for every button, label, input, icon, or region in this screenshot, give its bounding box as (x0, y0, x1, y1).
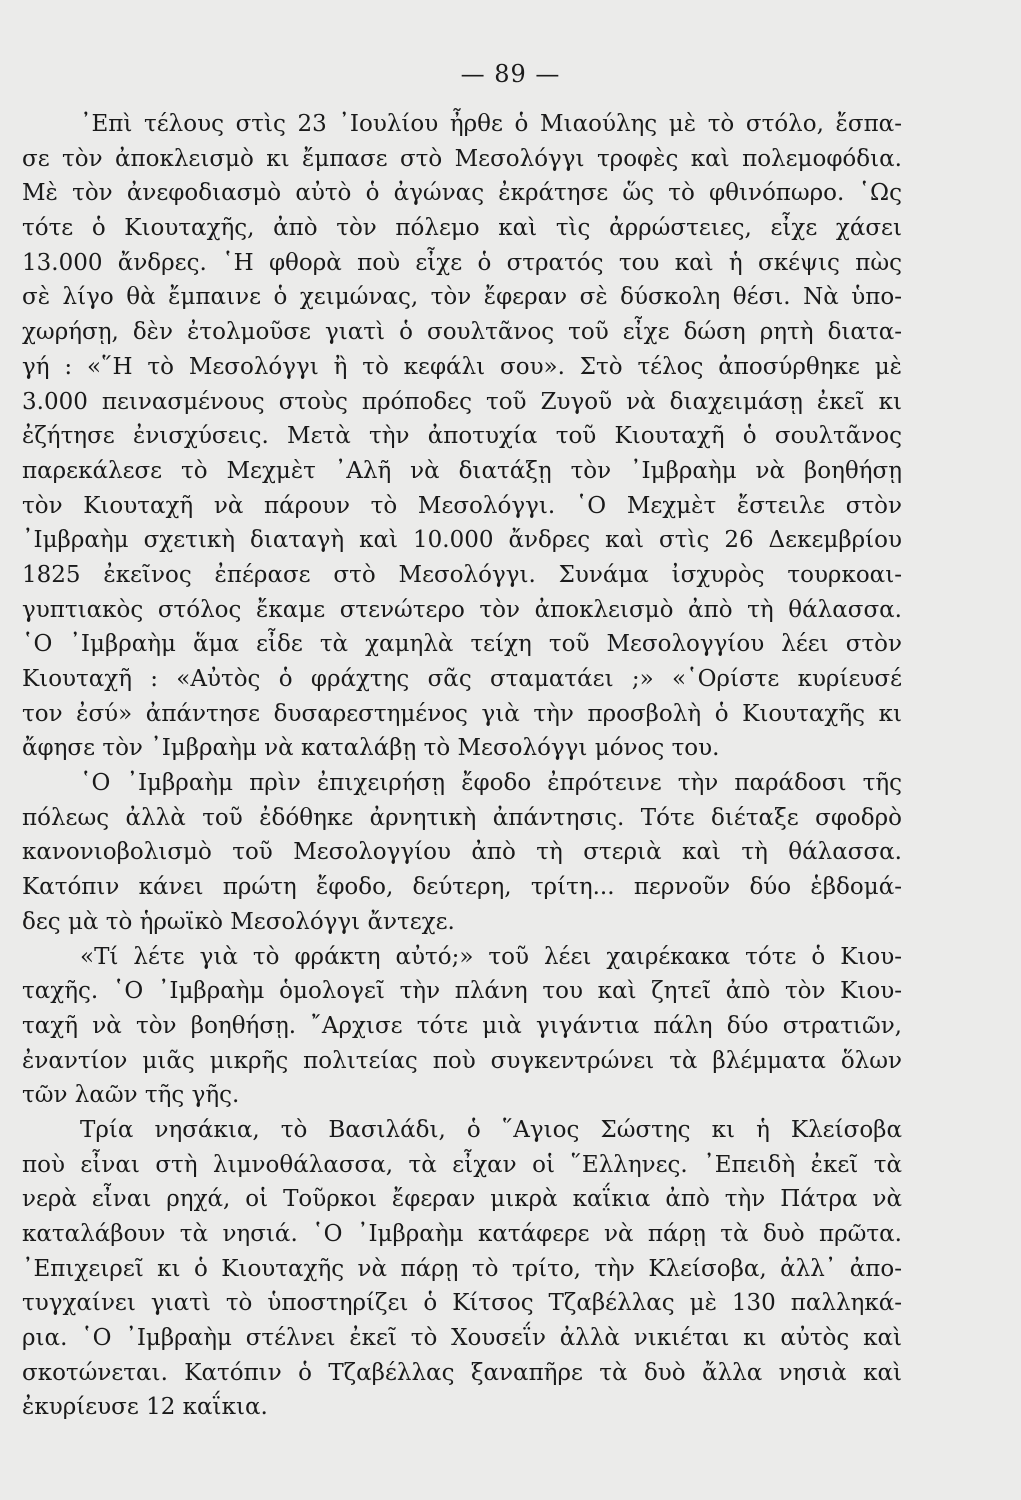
text-line: τῶν λαῶν τῆς γῆς. (22, 1082, 240, 1109)
text-line: ᾽Επιχειρεῖ κι ὁ Κιουταχῆς νὰ πάρῃ τὸ τρίτο, τὴν Κλείσοβα, ἀλλ᾽ ἀπο- (22, 1255, 902, 1282)
text-line: ἐζήτησε ἐνισχύσεις. Μετὰ τὴν ἀποτυχία τοῦ Κιουταχῆ ὁ σουλτᾶνος (22, 423, 902, 450)
text-line: γυπτιακὸς στόλος ἔκαμε στενώτερο τὸν ἀποκλεισμὸ ἀπὸ τὴ θάλασσα. (22, 596, 902, 623)
text-line: δες μὰ τὸ ἡρωϊκὸ Μεσολόγγι ἄντεχε. (22, 908, 455, 935)
text-line: τότε ὁ Κιουταχῆς, ἀπὸ τὸν πόλεμο καὶ τὶς ἀρρώστειες, εἶχε χάσει (22, 215, 902, 242)
text-line: ἐναντίον μιᾶς μικρῆς πολιτείας ποὺ συγκεντρώνει τὰ βλέμματα ὅλων (22, 1047, 902, 1074)
paragraph-4 (22, 1113, 902, 1425)
text-line: ἄφησε τὸν ᾽Ιμβραὴμ νὰ καταλάβῃ τὸ Μεσολόγγι μόνος του. (22, 735, 720, 762)
text-line: ποὺ εἶναι στὴ λιμνοθάλασσα, τὰ εἶχαν οἱ ῞Ελληνες. ᾽Επειδὴ ἐκεῖ τὰ (22, 1151, 902, 1178)
text-line: 3.000 πεινασμένους στοὺς πρόποδες τοῦ Ζυγοῦ νὰ διαχειμάσῃ ἐκεῖ κι (22, 388, 902, 415)
text-line: σκοτώνεται. Κατόπιν ὁ Τζαβέλλας ξαναπῆρε τὰ δυὸ ἄλλα νησιὰ καὶ (22, 1359, 902, 1386)
text-line: ῾Ο ᾽Ιμβραὴμ πρὶν ἐπιχειρήσῃ ἔφοδο ἐπρότεινε τὴν παράδοσι τῆς (80, 770, 902, 797)
paragraph-3 (22, 940, 902, 1113)
text-line: 13.000 ἄνδρες. ῾Η φθορὰ ποὺ εἶχε ὁ στρατός του καὶ ἡ σκέψις πὼς (22, 249, 902, 276)
text-line: Κατόπιν κάνει πρώτη ἔφοδο, δεύτερη, τρίτη... περνοῦν δύο ἑβδομά- (22, 874, 902, 901)
text-line: «Τί λέτε γιὰ τὸ φράκτη αὐτό;» τοῦ λέει χαιρέκακα τότε ὁ Κιου- (80, 943, 902, 970)
text-line: παρεκάλεσε τὸ Μεχμὲτ ᾽Αλῆ νὰ διατάξῃ τὸν ᾽Ιμβραὴμ νὰ βοηθήσῃ (22, 457, 902, 484)
paragraph-2 (22, 766, 902, 939)
text-line: ταχῆς. ῾Ο ᾽Ιμβραὴμ ὁμολογεῖ τὴν πλάνη του καὶ ζητεῖ ἀπὸ τὸν Κιου- (22, 978, 902, 1005)
text-line: ῾Ο ᾽Ιμβραὴμ ἅμα εἶδε τὰ χαμηλὰ τείχη τοῦ Μεσολογγίου λέει στὸν (22, 631, 902, 658)
body-text (22, 107, 902, 1425)
text-line: ᾽Επὶ τέλους στὶς 23 ᾽Ιουλίου ἦρθε ὁ Μιαούλης μὲ τὸ στόλο, ἔσπα- (80, 111, 902, 137)
text-line: πόλεως ἀλλὰ τοῦ ἐδόθηκε ἀρνητικὴ ἀπάντησις. Τότε διέταξε σφοδρὸ (22, 804, 902, 831)
text-line: τὸν Κιουταχῆ νὰ πάρουν τὸ Μεσολόγγι. ῾Ο Μεχμὲτ ἔστειλε στὸν (22, 492, 902, 519)
text-line: Μὲ τὸν ἀνεφοδιασμὸ αὐτὸ ὁ ἀγώνας ἐκράτησε ὥς τὸ φθινόπωρο. ῾Ως (22, 180, 902, 207)
text-line: νερὰ εἶναι ρηχά, οἱ Τοῦρκοι ἔφεραν μικρὰ καΐκια ἀπὸ τὴν Πάτρα νὰ (22, 1186, 902, 1213)
text-line: ταχῆ νὰ τὸν βοηθήσῃ. ῎Αρχισε τότε μιὰ γιγάντια πάλη δύο στρατιῶν, (22, 1012, 902, 1039)
text-line: γή : «῞Η τὸ Μεσολόγγι ἢ τὸ κεφάλι σου». Στὸ τέλος ἀποσύρθηκε μὲ (22, 353, 902, 380)
text-line: καταλάβουν τὰ νησιά. ῾Ο ᾽Ιμβραὴμ κατάφερε νὰ πάρῃ τὰ δυὸ πρῶτα. (22, 1221, 902, 1247)
text-line: 1825 ἐκεῖνος ἐπέρασε στὸ Μεσολόγγι. Συνάμα ἰσχυρὸς τουρκοαι- (22, 561, 902, 588)
page-number: — 89 — (460, 60, 561, 88)
text-line: Κιουταχῆ : «Αὐτὸς ὁ φράχτης σᾶς σταματάει ;» «῾Ορίστε κυρίευσέ (22, 666, 902, 692)
text-line: ρια. ῾Ο ᾽Ιμβραὴμ στέλνει ἐκεῖ τὸ Χουσεΐν ἀλλὰ νικιέται κι αὐτὸς καὶ (22, 1325, 902, 1352)
text-line: σε τὸν ἀποκλεισμὸ κι ἔμπασε στὸ Μεσολόγγι τροφὲς καὶ πολεμοφόδια. (22, 145, 902, 172)
text-line: κανονιοβολισμὸ τοῦ Μεσολογγίου ἀπὸ τὴ στεριὰ καὶ τὴ θάλασσα. (22, 839, 902, 866)
text-line: ἐκυρίευσε 12 καΐκια. (22, 1394, 268, 1421)
text-line: τυγχαίνει γιατὶ τὸ ὑποστηρίζει ὁ Κίτσος Τζαβέλλας μὲ 130 παλληκά- (22, 1290, 902, 1317)
text-line: σὲ λίγο θὰ ἔμπαινε ὁ χειμώνας, τὸν ἔφεραν σὲ δύσκολη θέσι. Νὰ ὑπο- (22, 284, 902, 311)
text-line: χωρήσῃ, δὲν ἐτολμοῦσε γιατὶ ὁ σουλτᾶνος τοῦ εἶχε δώση ρητὴ διατα- (22, 319, 902, 346)
paragraph-1 (22, 107, 902, 766)
text-line: τον ἐσύ» ἀπάντησε δυσαρεστημένος γιὰ τὴν προσβολὴ ὁ Κιουταχῆς κι (22, 700, 902, 727)
text-line: ᾽Ιμβραὴμ σχετικὴ διαταγὴ καὶ 10.000 ἄνδρες καὶ στὶς 26 Δεκεμβρίου (22, 527, 902, 554)
text-line: Τρία νησάκια, τὸ Βασιλάδι, ὁ ῞Αγιος Σώστης κι ἡ Κλείσοβα (80, 1116, 902, 1143)
